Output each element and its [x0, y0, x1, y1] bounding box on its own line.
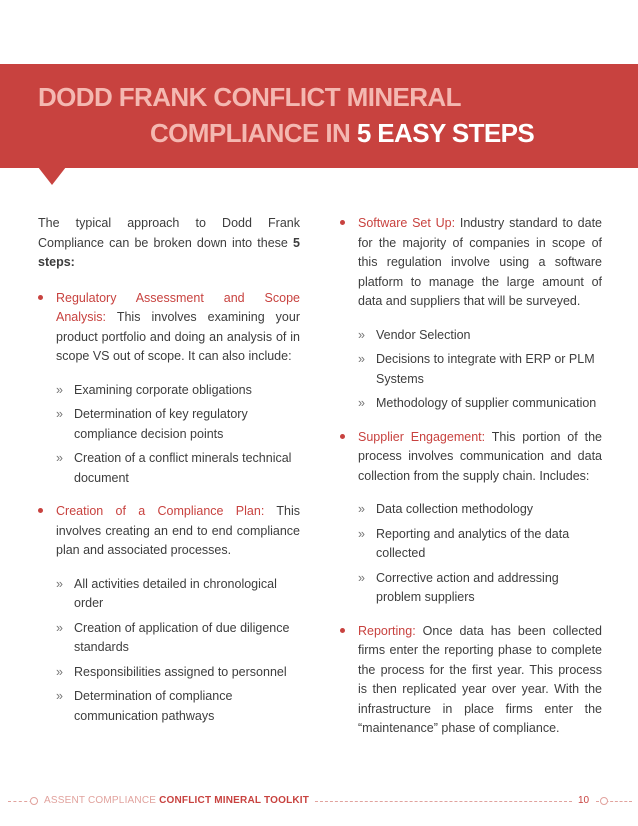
- subitem-text: Reporting and analytics of the data collected: [376, 526, 570, 560]
- left-sections: [38, 289, 300, 727]
- bullet-section: [38, 289, 300, 489]
- subitem-list: [56, 575, 300, 727]
- page-number: 10: [574, 794, 593, 808]
- subitem-list: [358, 500, 602, 608]
- bullet-paragraph: [56, 289, 300, 367]
- subitem-text: Creation of application of due diligence standards: [74, 620, 290, 654]
- subitem: [358, 525, 602, 564]
- bullet-body: Industry standard to date for the majority of companies in scope of this regulation involve using a software platform to manage the large amount of data and suppliers that will be surveyed.: [358, 216, 602, 308]
- subitem: [358, 326, 602, 346]
- bullet-dot-icon: [38, 508, 43, 513]
- bullet-title: Supplier Engagement:: [358, 429, 486, 444]
- subitem: [56, 687, 300, 726]
- subitem-text: Methodology of supplier communication: [376, 396, 597, 410]
- subitem-marker: »: [358, 327, 365, 342]
- bullet-paragraph: [358, 428, 602, 487]
- banner-notch: [38, 167, 66, 185]
- bullet-title: Reporting:: [358, 623, 416, 638]
- intro-text: The typical approach to Dodd Frank Compliance can be broken down into these: [38, 216, 300, 250]
- bullet-body: This involves creating an end to end compliance plan and associated processes.: [56, 504, 300, 557]
- subitem-marker: »: [56, 407, 63, 421]
- subitem-text: Corrective action and addressing problem suppliers: [376, 570, 559, 604]
- subitem: [358, 500, 602, 520]
- subitem: [56, 405, 300, 444]
- subitem: [56, 619, 300, 658]
- subitem: [358, 569, 602, 608]
- bullet-dot-icon: [38, 295, 43, 300]
- subitem-list: [358, 326, 602, 414]
- subitem-marker: »: [358, 570, 365, 585]
- page-title-line-2: [150, 118, 534, 148]
- bullet-title: Software Set Up:: [358, 216, 456, 230]
- bullet-dot-icon: [340, 220, 345, 225]
- bullet-body: This portion of the process involves communication and data collection from the supply chain. Includes:: [358, 429, 602, 483]
- right-column: [340, 214, 602, 753]
- footer-label: [40, 794, 313, 808]
- title-prefix: COMPLIANCE IN: [150, 118, 357, 148]
- subitem: [358, 394, 602, 414]
- subitem-marker: »: [56, 576, 63, 591]
- subitem-marker: »: [56, 620, 63, 635]
- footer-brand: ASSENT COMPLIANCE: [44, 795, 160, 806]
- subitem: [56, 575, 300, 614]
- bullet-section: [340, 622, 602, 739]
- subitem: [56, 663, 300, 683]
- subitem-text: All activities detailed in chronological order: [74, 576, 277, 610]
- subitem-marker: »: [358, 352, 365, 366]
- bullet-section: [340, 214, 602, 414]
- bullet-title: Regulatory Assessment and Scope Analysis:: [56, 290, 300, 324]
- subitem: [56, 449, 300, 488]
- subitem-marker: »: [56, 382, 63, 397]
- subitem: [358, 350, 602, 389]
- bullet-dot-icon: [340, 434, 345, 439]
- subitem-text: Decisions to integrate with ERP or PLM Systems: [376, 352, 595, 386]
- title-banner: [0, 64, 638, 168]
- bullet-dot-icon: [340, 628, 345, 633]
- subitem-marker: »: [56, 689, 63, 703]
- bullet-body: Once data has been collected firms enter the reporting phase to complete the process for the first year. This process is then replicated year over year. With the infrastructure in place firms enter the “maintenance” phase of compliance.: [358, 623, 602, 735]
- subitem: [56, 381, 300, 401]
- subitem-marker: »: [56, 451, 63, 465]
- subitem-text: Creation of a conflict minerals technical document: [74, 451, 292, 485]
- bullet-section: [340, 428, 602, 608]
- subitem-text: Determination of key regulatory compliance decision points: [74, 407, 248, 441]
- subitem-text: Responsibilities assigned to personnel: [74, 664, 287, 679]
- subitem-text: Vendor Selection: [376, 327, 471, 342]
- subitem-marker: »: [358, 526, 365, 541]
- bullet-paragraph: [358, 622, 602, 739]
- right-sections: [340, 214, 602, 739]
- bullet-title: Creation of a Compliance Plan:: [56, 504, 265, 518]
- intro-bold: 5 steps:: [38, 235, 300, 269]
- bullet-section: [38, 502, 300, 726]
- bullet-body: This involves examining your product portfolio and doing an analysis of in scope VS out of scope. It can also include:: [56, 310, 300, 363]
- subitem-list: [56, 381, 300, 489]
- bullet-paragraph: [56, 502, 300, 561]
- footer-divider-middle: [310, 801, 572, 802]
- footer-dot-left: [30, 797, 38, 805]
- subitem-marker: »: [358, 502, 365, 516]
- subitem-text: Determination of compliance communication pathways: [74, 689, 233, 723]
- subitem-text: Data collection methodology: [376, 502, 534, 516]
- left-column: [38, 214, 300, 740]
- title-highlight: 5 EASY STEPS: [356, 118, 535, 148]
- subitem-marker: »: [358, 396, 365, 410]
- subitem-text: Examining corporate obligations: [74, 382, 252, 397]
- subitem-marker: »: [56, 664, 63, 679]
- intro-paragraph: [38, 214, 300, 273]
- page-footer: [0, 794, 638, 808]
- footer-toolkit: CONFLICT MINERAL TOOLKIT: [159, 795, 310, 806]
- page-title-line-1: DODD FRANK CONFLICT MINERAL: [38, 82, 461, 112]
- footer-dot-right: [600, 797, 608, 805]
- bullet-paragraph: [358, 214, 602, 312]
